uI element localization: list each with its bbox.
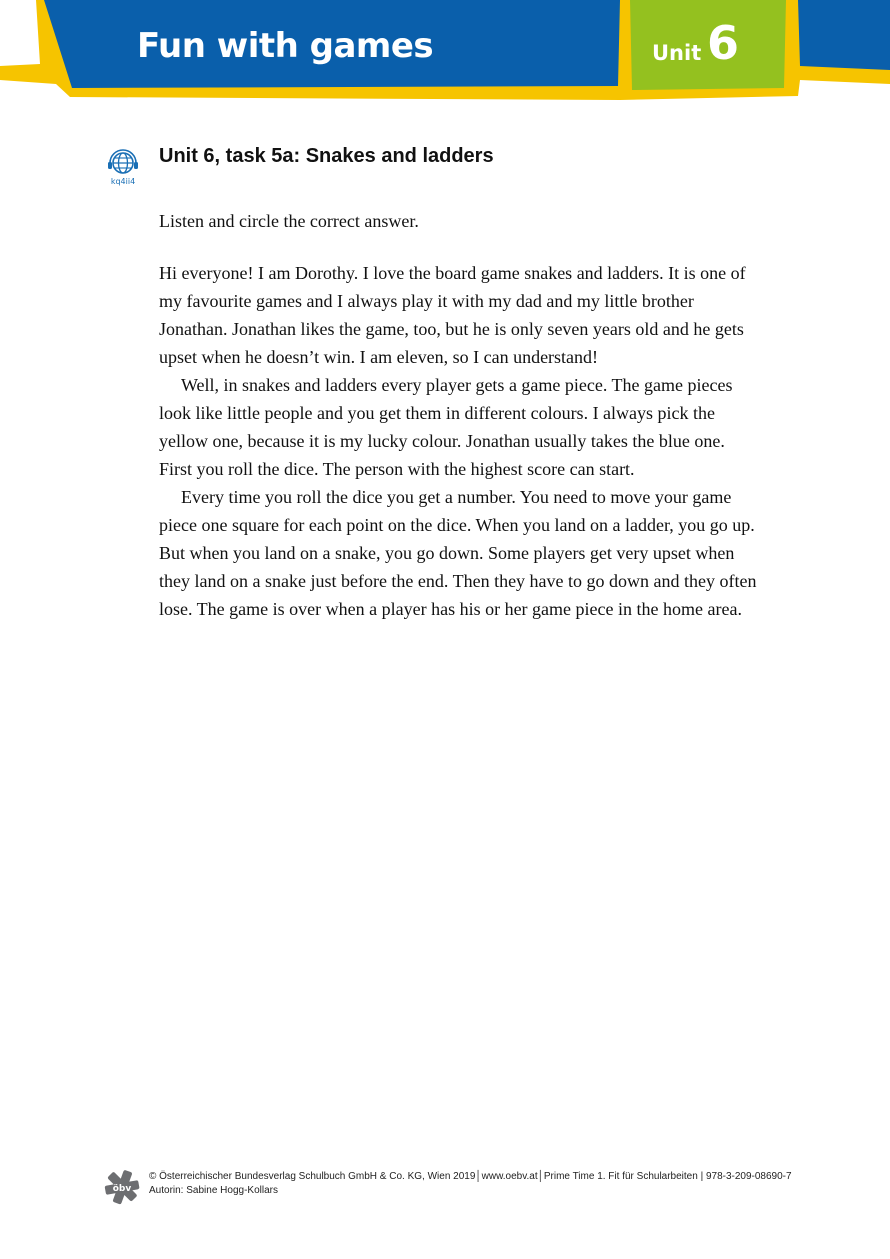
text-line: Well, in snakes and ladders every player gets a game piece. The game pieces [181,375,733,395]
header-banner [0,0,890,110]
web-link-icon[interactable] [106,147,140,177]
page-title: Fun with games [137,26,434,66]
task-title: Unit 6, task 5a: Snakes and ladders [159,145,494,167]
text-line: my favourite games and I always play it with my dad and my little brother [159,291,694,311]
text-line: Jonathan. Jonathan likes the game, too, but he is only seven years old and he gets [159,319,744,339]
text-line: piece one square for each point on the dice. When you land on a ladder, you go up. [159,515,755,535]
text-line: Hi everyone! I am Dorothy. I love the board game snakes and ladders. It is one of [159,263,746,283]
text-line: Every time you roll the dice you get a number. You need to move your game [181,487,732,507]
footer-author: Autorin: Sabine Hogg-Kollars [149,1185,278,1196]
text-line: upset when he doesn’t win. I am eleven, so I can understand! [159,347,599,367]
reading-text [159,259,799,623]
text-line: lose. The game is over when a player has his or her game piece in the home area. [159,599,742,619]
task-instruction: Listen and circle the correct answer. [159,211,419,231]
text-line: But when you land on a snake, you go down. Some players get very upset when [159,543,735,563]
footer-copyright: © Österreichischer Bundesverlag Schulbuch GmbH & Co. KG, Wien 2019│www.oebv.at│Prime Time 1. Fit für Schularbeiten | 978-3-209-08690-7 [149,1171,792,1182]
web-code: kq4ii4 [110,177,136,186]
unit-number: 6 [707,16,740,70]
unit-label: Unit [652,41,702,65]
banner-shapes [0,0,890,110]
text-line: look like little people and you get them in different colours. I always pick the [159,403,716,423]
publisher-logo-text: öbv [112,1184,132,1194]
text-line: yellow one, because it is my lucky colour. Jonathan usually takes the blue one. [159,431,725,451]
text-line: First you roll the dice. The person with the highest score can start. [159,459,635,479]
publisher-logo [104,1169,140,1205]
text-line: they land on a snake just before the end. Then they have to go down and they often [159,571,757,591]
